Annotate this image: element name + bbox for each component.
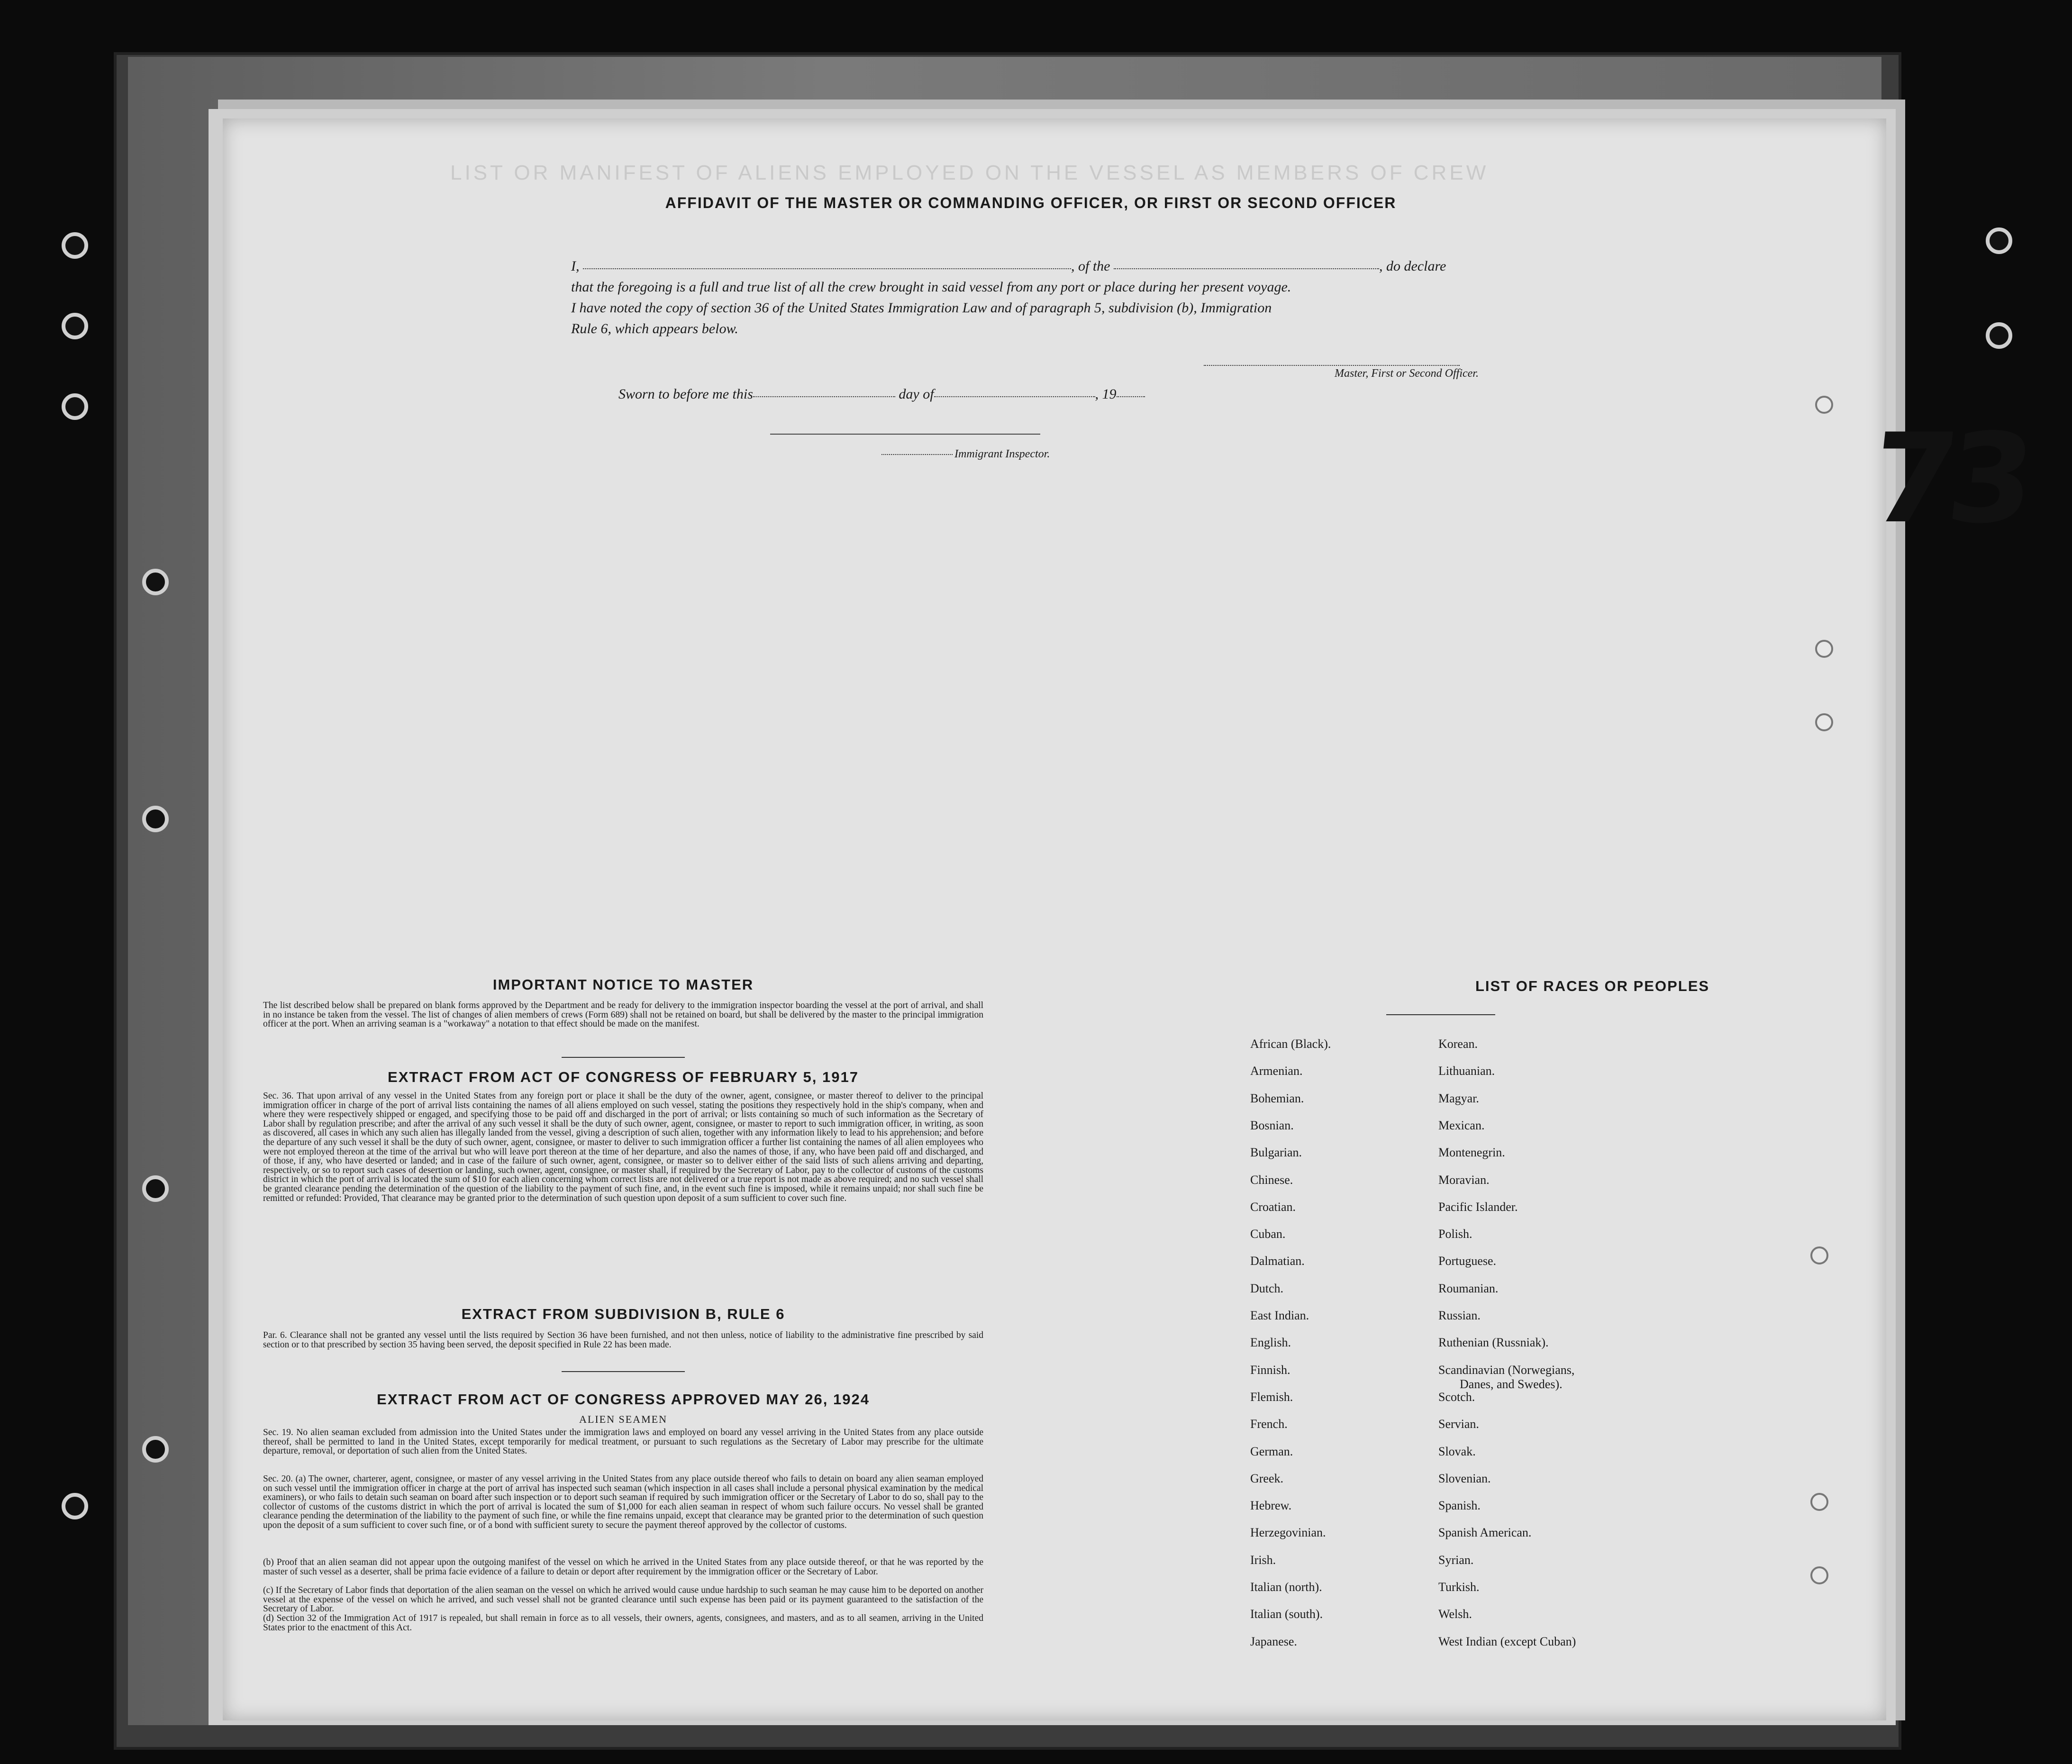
- race-item: Ruthenian (Russniak).: [1438, 1336, 1549, 1350]
- race-item: Moravian.: [1438, 1173, 1490, 1187]
- punch-hole-icon: [1815, 640, 1833, 658]
- race-item: Scotch.: [1438, 1390, 1475, 1404]
- race-item: Russian.: [1438, 1309, 1481, 1322]
- binder-ring-icon: [142, 806, 169, 832]
- race-item: West Indian (except Cuban): [1438, 1634, 1576, 1648]
- binder-ring-icon: [62, 1493, 88, 1519]
- punch-hole-icon: [1815, 713, 1833, 731]
- sworn-day-blank: [753, 393, 895, 397]
- affidavit-title: AFFIDAVIT OF THE MASTER OR COMMANDING OFFICER, OR FIRST OR SECOND OFFICER: [665, 194, 1397, 211]
- binder-ring-icon: [142, 1175, 169, 1202]
- binder-ring-icon: [1986, 227, 2012, 254]
- race-item: Danes, and Swedes).: [1460, 1377, 1563, 1391]
- affidavit-line-2: that the foregoing is a full and true list of all the crew brought in said vessel from any port or place during her present voyage.: [571, 279, 1291, 295]
- inspector-label-text: Immigrant Inspector.: [954, 448, 1050, 460]
- race-item: Lithuanian.: [1438, 1064, 1495, 1078]
- vessel-blank: [1114, 265, 1379, 269]
- handwritten-page-number: 73: [1864, 408, 2032, 551]
- race-item: Chinese.: [1250, 1173, 1293, 1187]
- race-item: Finnish.: [1250, 1363, 1290, 1377]
- extract-1924-title: EXTRACT FROM ACT OF CONGRESS APPROVED MAY 26, 1924: [377, 1391, 870, 1408]
- race-item: Pacific Islander.: [1438, 1200, 1518, 1214]
- inspector-label: [882, 448, 1050, 461]
- divider: [562, 1371, 685, 1372]
- race-item: East Indian.: [1250, 1309, 1309, 1322]
- race-item: Flemish.: [1250, 1390, 1293, 1404]
- race-item: Dalmatian.: [1250, 1254, 1305, 1268]
- races-title: LIST OF RACES OR PEOPLES: [1475, 978, 1710, 994]
- race-item: Polish.: [1438, 1227, 1472, 1241]
- extract-1924-sec19: Sec. 19. No alien seaman excluded from admission into the United States under the immigration laws and employed on board any vessel arriving in the United States from any place outside thereof, shall be permitted to land in the United States, except temporarily for medical treatment, or pursuant to such regulations as the Secretary of Labor may prescribe for the ultimate departure, removal, or deportation of such alien from the United States.: [263, 1428, 983, 1456]
- extract-1917-text: Sec. 36. That upon arrival of any vessel in the United States from any foreign port or place it shall be the duty of the owner, agent, consignee, or master thereof to deliver to the principal immigration officer in charge of the port of arrival lists containing the names of all aliens employed on such vessel, stating the positions they respectively hold in the ship's company, when and where they were respectively shipped or engaged, and specifying those to be paid off and discharged in the port of arrival; or lists containing so much of such information as the Secretary of Labor shall by regulation prescribe; and after the arrival of any such vessel it shall be the duty of such owner, agent, consignee, or master to report to such immigration officer, in writing, as soon as discovered, all cases in which any such alien has illegally landed from the vessel, giving a description of such alien, together with any information likely to lead to his apprehension; and before the departure of any such vessel it shall be the duty of such owner, agent, consignee, or master to deliver to such immigration officer a further list containing the names of all alien employees who were not employed thereon at the time of the arrival but who will leave port thereon at the time of her departure, and also the names of those, if any, who have been paid off and discharged, and of those, if any, who have deserted or landed; and in case of the failure of such owner, agent, consignee, or master so to deliver either of the said lists of such aliens arriving and departing, respectively, or so to report such cases of desertion or landing, such owner, agent, consignee, or master shall, if required by the Secretary of Labor, pay to the collector of customs of the customs district in which the port of arrival is located the sum of $10 for each alien concerning whom correct lists are not delivered or a true report is not made as above required; and no such vessel shall be granted clearance pending the determination of the question of the liability to the payment of such fine, and, in the event such fine is imposed, while it remains unpaid; nor shall such fine be remitted or refunded: Provided, That clearance may be granted prior to the determination of such question upon deposit of a sum sufficient to cover such fine.: [263, 1091, 983, 1203]
- race-item: Turkish.: [1438, 1580, 1480, 1594]
- race-item: Roumanian.: [1438, 1281, 1499, 1295]
- race-item: Dutch.: [1250, 1281, 1284, 1295]
- notice-text: The list described below shall be prepared on blank forms approved by the Department and be ready for delivery to the immigration inspector boarding the vessel at the port of arrival, and shall in no instance be taken from the vessel. The list of changes of alien members of crews (Form 689) shall not be retained on board, but shall be delivered by the master to the principal immigration officer at the port. When an arriving seaman is a "workaway" a notation to that effect should be made on the manifest.: [263, 1000, 983, 1029]
- race-item: Irish.: [1250, 1553, 1276, 1567]
- affidavit-line-4: Rule 6, which appears below.: [571, 321, 738, 336]
- affidavit-of-the: , of the: [1071, 258, 1110, 274]
- binder-ring-icon: [142, 569, 169, 595]
- race-item: Hebrew.: [1250, 1499, 1292, 1513]
- sworn-start: Sworn to before me this: [618, 386, 753, 402]
- inspector-signature-line: [770, 434, 1040, 435]
- race-item: Cuban.: [1250, 1227, 1286, 1241]
- punch-hole-icon: [1810, 1493, 1828, 1511]
- race-item: Servian.: [1438, 1417, 1479, 1431]
- sworn-year: , 19: [1095, 386, 1117, 402]
- notice-title: IMPORTANT NOTICE TO MASTER: [492, 976, 754, 993]
- race-item: Bohemian.: [1250, 1091, 1304, 1105]
- race-item: Portuguese.: [1438, 1254, 1497, 1268]
- race-item: Magyar.: [1438, 1091, 1479, 1105]
- race-item: Montenegrin.: [1438, 1146, 1505, 1160]
- extract-1924-sec20d: (d) Section 32 of the Immigration Act of 1917 is repealed, but shall remain in force as to all vessels, their owners, agents, consignees, and masters, and as to all seamen, arriving in the United States prior to the enactment of this Act.: [263, 1613, 983, 1633]
- sworn-year-blank: [1117, 393, 1145, 397]
- extract-1924-sec20c: (c) If the Secretary of Labor finds that deportation of the alien seaman on the vessel on which he arrived would cause undue hardship to such seaman he may cause him to be deported on another vessel at the expense of the vessel on which he arrived, and such vessel shall not be granted clearance until such expense has been paid or its payment guaranteed to the satisfaction of the Secretary of Labor.: [263, 1585, 983, 1614]
- race-item: Syrian.: [1438, 1553, 1474, 1567]
- sworn-line: [618, 386, 1145, 402]
- affidavit-line-1: [571, 256, 1486, 277]
- affidavit-line-3: I have noted the copy of section 36 of the United States Immigration Law and of paragraph 5, subdivision (b), Immigration: [571, 300, 1272, 316]
- alien-seamen-subtitle: ALIEN SEAMEN: [579, 1413, 667, 1425]
- race-item: Scandinavian (Norwegians,: [1438, 1363, 1575, 1377]
- binder-ring-icon: [142, 1436, 169, 1463]
- race-item: English.: [1250, 1336, 1291, 1350]
- race-item: Croatian.: [1250, 1200, 1296, 1214]
- race-item: Welsh.: [1438, 1607, 1472, 1621]
- extract-1924-sec20b: (b) Proof that an alien seaman did not appear upon the outgoing manifest of the vessel on which he arrived in the United States from any place outside thereof, or that he was reported by the master of such vessel as a deserter, shall be prima facie evidence of a failure to detain or deport after requirement by the immigration officer or the Secretary of Labor.: [263, 1557, 983, 1577]
- sworn-month-blank: [934, 393, 1095, 397]
- affidavit-declare: , do declare: [1379, 258, 1446, 274]
- divider: [1386, 1014, 1495, 1015]
- race-item: African (Black).: [1250, 1037, 1331, 1051]
- race-item: Spanish.: [1438, 1499, 1481, 1513]
- race-item: Bosnian.: [1250, 1118, 1294, 1132]
- race-item: Herzegovinian.: [1250, 1526, 1326, 1540]
- extract-1917-title: EXTRACT FROM ACT OF CONGRESS OF FEBRUARY 5, 1917: [388, 1069, 859, 1085]
- race-item: Italian (south).: [1250, 1607, 1323, 1621]
- divider: [562, 1057, 685, 1058]
- signature-line: [1204, 365, 1460, 366]
- binder-ring-icon: [62, 313, 88, 339]
- race-item: Armenian.: [1250, 1064, 1303, 1078]
- rule6-text: Par. 6. Clearance shall not be granted any vessel until the lists required by Section 36 have been furnished, and not then unless, notice of liability to the administrative fine prescribed by said section or to that prescribed by section 35 having been served, the deposit specified in Rule 22 has been made.: [263, 1330, 983, 1350]
- race-item: Slovak.: [1438, 1444, 1476, 1458]
- punch-hole-icon: [1810, 1566, 1828, 1584]
- name-blank: [583, 265, 1071, 269]
- race-item: Italian (north).: [1250, 1580, 1322, 1594]
- sworn-day-of: day of: [899, 386, 934, 402]
- inspector-dots: [882, 454, 953, 455]
- race-item: French.: [1250, 1417, 1288, 1431]
- race-item: Spanish American.: [1438, 1526, 1532, 1540]
- bleedthrough-heading: LIST OR MANIFEST OF ALIENS EMPLOYED ON THE VESSEL AS MEMBERS OF CREW: [450, 161, 1489, 184]
- punch-hole-icon: [1815, 396, 1833, 414]
- extract-1924-sec20a: Sec. 20. (a) The owner, charterer, agent, consignee, or master of any vessel arriving in the United States from any place outside thereof who fails to detain on board any alien seaman employed on such vessel until the immigration officer in charge at the port of arrival has inspected such seaman (which inspection in all cases shall include a personal physical examination by the medical examiners), or who fails to detain such seaman on board after such inspection or to deport such seaman if required by such immigration officer or the Secretary of Labor to do so, shall pay to the collector of customs of the customs district in which the port of arrival is located the sum of $1,000 for each alien seaman in respect of whom such failure occurs. No vessel shall be granted clearance pending the determination of the liability to the payment of such fine, or while the fine remains unpaid, except that clearance may be granted prior to the determination of such question upon the deposit of a sum sufficient to cover such fine, or of a bond with sufficient surety to secure the payment thereof approved by the collector of customs.: [263, 1474, 983, 1530]
- affidavit-i: I,: [571, 258, 580, 274]
- race-item: Bulgarian.: [1250, 1146, 1302, 1160]
- rule6-title: EXTRACT FROM SUBDIVISION B, RULE 6: [461, 1306, 785, 1322]
- race-item: German.: [1250, 1444, 1293, 1458]
- race-item: Mexican.: [1438, 1118, 1485, 1132]
- race-item: Korean.: [1438, 1037, 1478, 1051]
- punch-hole-icon: [1810, 1246, 1828, 1264]
- signature-label: Master, First or Second Officer.: [1335, 367, 1479, 380]
- race-item: Japanese.: [1250, 1634, 1297, 1648]
- binder-ring-icon: [62, 393, 88, 420]
- binder-ring-icon: [62, 232, 88, 259]
- race-item: Greek.: [1250, 1471, 1284, 1485]
- race-item: Slovenian.: [1438, 1471, 1491, 1485]
- binder-ring-icon: [1986, 322, 2012, 349]
